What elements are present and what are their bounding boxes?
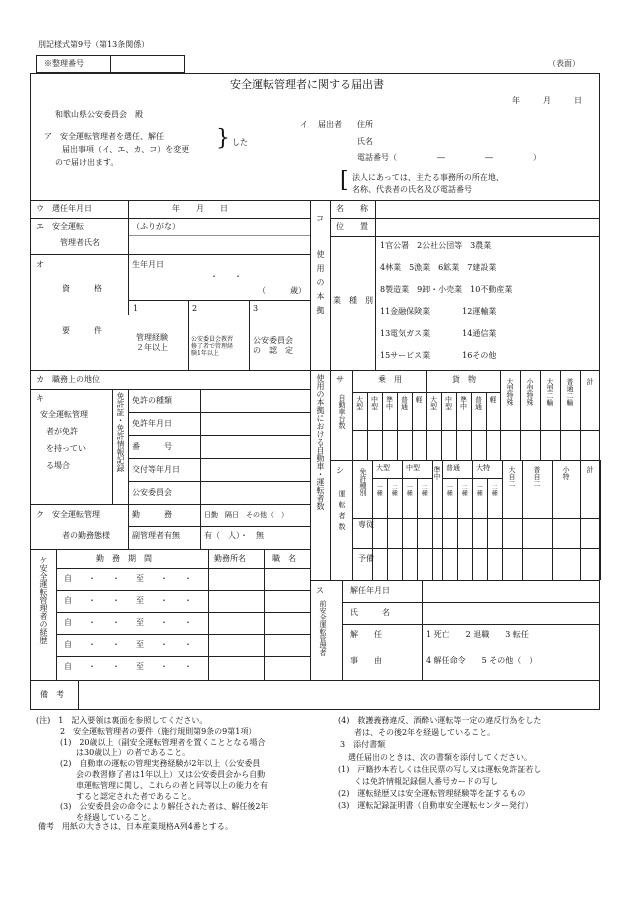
rule [128, 235, 310, 236]
duty-label: 勤 務 [132, 510, 172, 519]
rule [520, 370, 521, 460]
vehicle-col-7: 中型 [444, 396, 453, 410]
rule [342, 580, 343, 680]
rule [30, 389, 310, 390]
rule [580, 460, 581, 580]
corp-bracket-left: [ [340, 168, 349, 193]
note-left-3: (1) 20歳以上（副安全運転管理者を置くこととなる場合 [36, 737, 266, 747]
qualification-marker: オ [36, 260, 44, 269]
license-text-3: を持ってい [46, 444, 86, 453]
note-left-5: (2) 自動車の運転の管理実務経験が2年以上（公安委員 [36, 759, 261, 769]
brace: } [216, 126, 230, 151]
driver-col-4-class1: 一種 [445, 484, 453, 496]
fulltime-label: 専従 [358, 520, 374, 529]
driver-col-4-class2: 二種 [460, 484, 468, 496]
driver-col-1: 大型 [376, 464, 390, 472]
industry-line-6[interactable]: 15サービス業 16その他 [380, 351, 497, 360]
driver-col-7: 普自二 [533, 466, 541, 487]
rule [486, 392, 487, 460]
footer-note: 備考 用紙の大きさは、日本産業規格A列4番とする。 [38, 822, 233, 831]
rule [30, 254, 310, 255]
reason-options-2[interactable]: 4 解任命令 5 その他（ ） [426, 656, 538, 665]
driver-col-8: 小特 [562, 466, 570, 480]
history-head-office: 勤務所名 [214, 554, 246, 563]
base-marker: コ [316, 214, 324, 223]
history-row-1[interactable]: 自 ・ ・ 至 ・ ・ [64, 574, 192, 583]
applicant-marker: イ [300, 120, 308, 129]
rule [522, 460, 523, 580]
birth-date-field[interactable]: ・ ・ [210, 272, 242, 281]
req-1-no: 1 [133, 304, 139, 313]
driver-col-2: 中型 [406, 464, 420, 472]
rule [30, 680, 600, 681]
rule [128, 200, 129, 315]
vice-manager-label: 副管理者有無 [132, 531, 180, 540]
dismissal-date-label: 解任年月日 [350, 586, 390, 595]
rule [56, 656, 310, 657]
note-right-3: 3 添付書類 [340, 740, 386, 750]
addressee: 和歌山県公安委員会 殿 [55, 110, 143, 119]
date-year: 年 [512, 96, 520, 105]
divider [30, 200, 600, 201]
rule [128, 458, 310, 459]
driver-col-3: 準中 [433, 466, 441, 480]
driver-col-5: 大特 [476, 464, 490, 472]
qualification-label: 資 格 [62, 284, 102, 293]
rule [56, 568, 310, 569]
rule [342, 624, 600, 625]
driver-col-1-class2: 二種 [390, 484, 398, 496]
license-text-2: 者が免許 [46, 427, 78, 436]
rule [342, 602, 600, 603]
rule [375, 200, 376, 370]
vehicle-col-12: 小型特殊 [526, 378, 534, 406]
license-text-1: 安全運転管理 [40, 410, 88, 419]
rule [200, 389, 201, 504]
driver-col-2-class1: 一種 [405, 484, 413, 496]
history-side-label: ケ安全運転管理者の経歴 [39, 556, 48, 644]
vehicle-col-1: 大型 [355, 396, 364, 410]
note-left-9: (3) 公安委員会の命令により解任された者は、解任後2年 [36, 802, 269, 812]
rule [330, 200, 331, 370]
note-left-2: 2 安全運転管理者の要件（施行規則第9条の9第1項） [36, 726, 257, 736]
intro-line-b: 届出事項（イ、エ、カ、コ）を変更 [62, 145, 190, 154]
previous-manager-side-label: 前安全運転管理者 [319, 600, 327, 656]
rule [188, 300, 189, 370]
rule [560, 370, 561, 460]
rule [249, 300, 250, 370]
vehicles-count-label: 自動車台数 [338, 394, 346, 429]
reserve-label: 予備 [358, 554, 374, 563]
age-field[interactable]: （ 歳） [258, 286, 306, 295]
note-right-6: くは免許情報記録個人番号カードの写し [338, 777, 498, 786]
rule [310, 580, 600, 581]
date-month: 月 [543, 96, 551, 105]
rule [552, 460, 553, 580]
reason-label: 事 由 [350, 656, 382, 665]
base-side-label: 使用の本拠 [316, 250, 325, 320]
industry-line-2[interactable]: 4林業 5漁業 6鉱業 7建設業 [380, 263, 497, 272]
rule [128, 435, 310, 436]
rule [56, 590, 310, 591]
furigana-field[interactable]: （ふりがな） [132, 222, 180, 231]
license-text-4: る場合 [46, 461, 70, 470]
rule [367, 392, 368, 460]
rule [30, 549, 310, 550]
rule [56, 612, 310, 613]
rule [330, 236, 600, 237]
rule [417, 478, 418, 580]
column-split [310, 200, 311, 680]
requirement-label: 要 件 [62, 326, 102, 335]
rule [112, 389, 113, 504]
form-title: 安全運転管理者に関する届出書 [230, 78, 384, 91]
rule [387, 478, 388, 580]
driver-col-1-class1: 一種 [375, 484, 383, 496]
prev-name-label: 氏 名 [350, 608, 390, 617]
history-row-5[interactable]: 自 ・ ・ 至 ・ ・ [64, 662, 192, 671]
vehicle-col-14: 普通二輪 [566, 378, 574, 406]
rule [457, 478, 458, 580]
manager-name-label-1: エ 安全運転 [36, 222, 84, 231]
rule [412, 392, 413, 460]
front-label: （表面） [548, 59, 580, 68]
vehicle-col-11: 大型特殊 [506, 378, 514, 406]
req-3-no: 3 [253, 304, 259, 313]
intro-line-a: ア 安全運転管理者を選任、解任 [44, 132, 164, 141]
rule [397, 392, 398, 460]
dismissal-label: 解 任 [350, 630, 382, 639]
applicant-phone[interactable]: 電話番号（ ― ― ） [357, 153, 541, 162]
driver-col-5-class1: 一種 [475, 484, 483, 496]
history-head-period: 勤 務 期 間 [96, 554, 152, 563]
driver-col-9: 計 [586, 466, 594, 473]
form-number: 別記様式第9号（第13条関係） [38, 40, 150, 49]
rule [30, 370, 310, 371]
manager-name-label-2: 管理者氏名 [60, 238, 100, 247]
rule [330, 370, 331, 580]
rule [56, 634, 310, 635]
applicant-name[interactable]: 氏名 [357, 137, 373, 146]
vice-manager-field[interactable]: 有（ 人）・ 無 [204, 531, 264, 540]
rule [456, 392, 457, 460]
rule [580, 370, 581, 460]
vehicle-col-2: 中型 [370, 396, 379, 410]
driver-col-2-class2: 二種 [420, 484, 428, 496]
appointment-date-label: ウ 選任年月日 [36, 204, 92, 213]
serial-label: ※整理番号 [44, 59, 84, 68]
rule [128, 412, 310, 413]
note-right-1: (4) 救護義務違反、酒酔い運転等一定の違反行為をした [338, 716, 542, 725]
note-right-7: (2) 運転経歴又は安全運転管理経験等を証するもの [338, 789, 526, 799]
license-number[interactable]: 番 号 [132, 442, 172, 451]
work-style-label-1: ク 安全運転管理 [36, 510, 100, 519]
driver-col-5-class2: 二種 [490, 484, 498, 496]
drivers-count-label: 運転者数 [338, 490, 346, 534]
vehicle-col-10: 軽 [489, 396, 497, 403]
rule [540, 370, 541, 460]
rule [128, 526, 310, 527]
req-3-text[interactable]: 公安委員会 の 認 定 [253, 336, 293, 355]
industry-line-4[interactable]: 11金融保険業 12運輸業 [380, 307, 497, 316]
req-1-text[interactable]: 管理経験 ２年以上 [136, 333, 168, 352]
duty-field[interactable]: 日勤 隔日 その他（ ） [204, 511, 288, 519]
reason-options-1[interactable]: 1 死亡 2 退職 3 転任 [426, 630, 529, 639]
industry-line-1[interactable]: 1官公署 2公社公団等 3農業 [380, 241, 492, 250]
serial-number-field[interactable] [110, 55, 185, 73]
vehicle-col-9: 普通 [474, 396, 483, 410]
license-commission[interactable]: 公安委員会 [132, 488, 172, 497]
applicant-label: 届出者 [318, 120, 342, 129]
vehicle-col-15: 計 [586, 378, 594, 385]
note-left-1: (注) 1 記入要領は裏面を参照してください。 [36, 716, 208, 725]
base-location-label: 位 置 [336, 222, 368, 231]
license-type[interactable]: 免許の種類 [132, 396, 172, 405]
date-day: 日 [574, 96, 582, 105]
rule [500, 370, 501, 460]
rule [330, 218, 600, 219]
rule [600, 460, 601, 580]
rule [352, 518, 600, 519]
driver-col-6: 大自二 [508, 466, 516, 487]
rule [128, 389, 129, 549]
history-row-3[interactable]: 自 ・ ・ 至 ・ ・ [64, 618, 192, 627]
note-left-10: を経過していること。 [36, 813, 156, 823]
appointment-date-field[interactable]: 年 月 日 [172, 204, 228, 213]
industry-label: 業 種 別 [333, 296, 373, 305]
industry-line-5[interactable]: 13電気ガス業 14通信業 [380, 329, 497, 338]
rule [78, 680, 79, 710]
rule [422, 580, 423, 680]
rule [382, 392, 383, 460]
work-style-label-2: 者の勤務態様 [62, 531, 110, 540]
previous-manager-marker: ス [316, 586, 324, 595]
note-left-6: 会の教習修了者は1年以上）又は公安委員会から自動 [36, 770, 266, 779]
passenger-label: 乗 用 [378, 375, 402, 384]
position-label: カ 職務上の地位 [36, 375, 100, 384]
license-side-label: 免許証・免許情報記録 [116, 392, 125, 472]
license-kind-label: 免許種別 [359, 468, 367, 496]
intro-shita: した [232, 138, 248, 147]
drivers-marker: シ [336, 466, 344, 475]
license-marker: キ [36, 394, 44, 403]
rule [30, 218, 310, 219]
rule [330, 460, 600, 461]
corp-note-2: 名称、代表者の氏名及び電話番号 [352, 185, 472, 194]
remarks-label: 備 考 [40, 690, 64, 699]
note-right-2: 者は、その後2年を経過していること。 [338, 728, 496, 738]
rule [128, 481, 310, 482]
rule [352, 430, 600, 431]
rule [30, 504, 310, 505]
rule [487, 478, 488, 580]
license-date[interactable]: 免許年月日 [132, 419, 172, 428]
history-row-4[interactable]: 自 ・ ・ 至 ・ ・ [64, 640, 192, 649]
license-issue-date[interactable]: 交付等年月日 [132, 465, 180, 474]
intro-line-c: ので届け出ます。 [55, 158, 119, 167]
note-right-4: 選任届出のときは、次の書類を添付してください。 [340, 752, 532, 762]
note-right-5: (1) 戸籍抄本若しくは住民票の写し又は運転免許証若し [338, 764, 542, 774]
driver-col-4: 普通 [446, 464, 460, 472]
vehicles-marker: サ [336, 375, 344, 384]
req-2-text[interactable]: 公安委員会教習 修了者で管理経 験1年以上 [191, 336, 234, 358]
applicant-address[interactable]: 住所 [357, 120, 373, 129]
rule [471, 392, 472, 460]
vehicle-col-3: 準中 [385, 396, 394, 410]
rule [310, 370, 600, 371]
vehicle-col-8: 準中 [459, 396, 468, 410]
note-left-7: 車運転管理に関し、これらの者と同等以上の能力を有 [36, 780, 268, 790]
cargo-label: 貨 物 [452, 375, 476, 384]
birth-date-label: 生年月日 [132, 260, 164, 269]
rule [441, 392, 442, 460]
req-2-no: 2 [192, 304, 198, 313]
note-left-4: は30歳以上）の者であること。 [36, 748, 191, 758]
rule [352, 548, 600, 549]
corp-note-1: 法人にあっては、主たる事務所の所在地、 [352, 173, 504, 182]
rule [502, 460, 503, 580]
history-row-2[interactable]: 自 ・ ・ 至 ・ ・ [64, 596, 192, 605]
note-right-8: (3) 運転記録証明書（自動車安全運転センター発行） [338, 801, 534, 811]
vehicle-col-4: 普通 [400, 396, 409, 410]
rule [128, 300, 310, 301]
vehicle-col-6: 大型 [429, 396, 438, 410]
note-left-8: すると認定された者であること。 [36, 791, 196, 801]
vehicles-side-label: 使用の本拠における自動車・運転者数 [316, 374, 325, 510]
base-name-label: 名 称 [336, 204, 368, 213]
industry-line-3[interactable]: 8製造業 9卸・小売業 10不動産業 [380, 285, 513, 294]
vehicle-col-13: 大型二輪 [546, 378, 554, 406]
history-head-title: 職 名 [272, 554, 296, 563]
rule [426, 370, 427, 460]
vehicle-col-5: 軽 [415, 396, 423, 403]
